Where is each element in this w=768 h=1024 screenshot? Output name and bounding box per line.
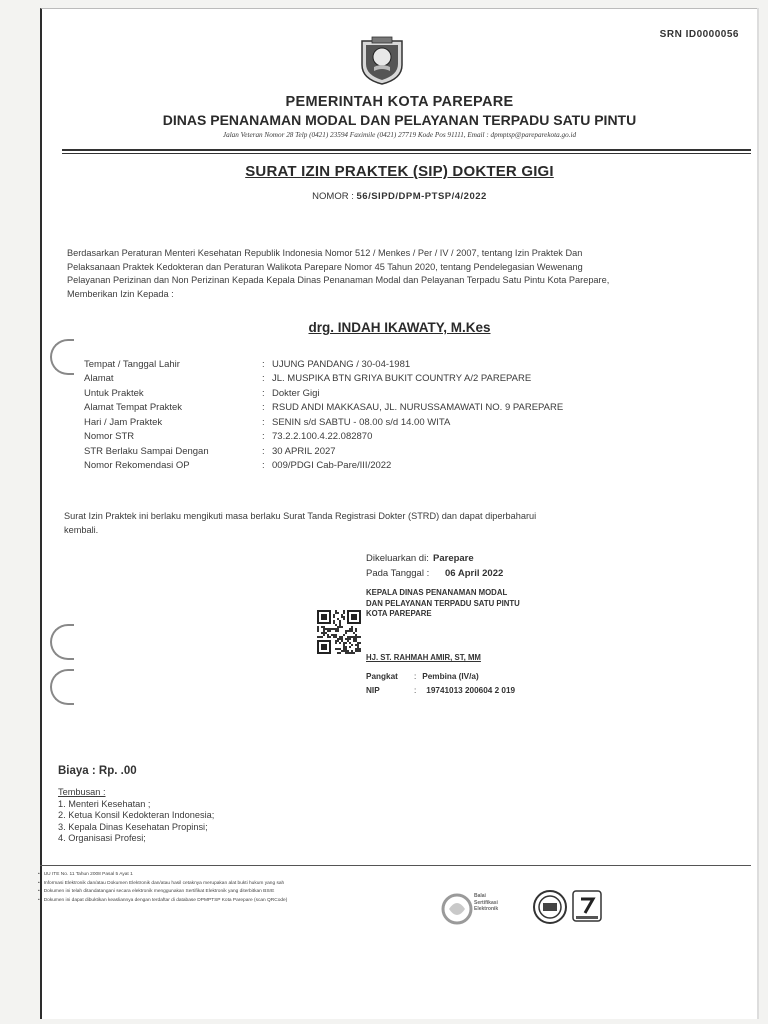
parepare-coat-of-arms-logo [358, 35, 406, 85]
header-rule-thick [62, 149, 751, 151]
cc-item: 1. Menteri Kesehatan ; [58, 798, 151, 809]
cc-item: 4. Organisasi Profesi; [58, 833, 146, 843]
field-colon: : [262, 431, 265, 443]
official-details: Pangkat : Pembina (IV/a) NIP : 19741013 200604 2 019 [366, 671, 516, 695]
field-colon: : [262, 387, 265, 399]
document-page [40, 8, 757, 1019]
official-title-line: KOTA PAREPARE [366, 609, 432, 618]
recipient-name: drg. INDAH IKAWATY, M.Kes [308, 320, 491, 335]
intro-paragraph: Berdasarkan Peraturan Menteri Kesehatan Republik Indonesia Nomor 512 / Menkes / Per / IV / 2007, tentang Izin Praktek Dan Pelaksanaan Praktek Kedokteran dan Peraturan Walikota Parepare Nomor 45 Tahun 2020, tentang Pendelegasian Wewenang Pelayanan Perizinan dan Non Perizinan Kepada Kepala Dinas Penanaman Modal dan Pelayanan Terpadu Satu Pintu Kota Parepare, Memberikan Izin Kepada : [67, 248, 610, 299]
field-value: JL. MUSPIKA BTN GRIYA BUKIT COUNTRY A/2 PAREPARE [272, 373, 532, 385]
agency-address: Jalan Veteran Nomor 28 Telp (0421) 23594 Faximile (0421) 27719 Kode Pos 91111, Email : dpmptsp@pareparekota.go.id [222, 131, 577, 139]
rank-value: Pembina (IV/a) [422, 671, 479, 681]
bsre-label: Balai Sertifikasi Elektronik [474, 893, 499, 912]
document-number-value: 56/SIPD/DPM-PTSP/4/2022 [356, 191, 487, 202]
government-name: PEMERINTAH KOTA PAREPARE [285, 94, 514, 110]
field-label: Alamat Tempat Praktek [84, 402, 183, 414]
binder-hole [50, 624, 74, 660]
iso-certification-icon [570, 889, 604, 925]
official-title [366, 588, 520, 620]
agency-name: DINAS PENANAMAN MODAL DAN PELAYANAN TERPADU SATU PINTU [162, 112, 637, 128]
field-row [84, 430, 563, 445]
footer-rule [40, 865, 751, 866]
footer-note: • Dokumen ini dapat dibuktikan keasliannya dengan terdaftar di database DPMPTSP Kota Parepare (scan QRCode) [38, 897, 438, 906]
field-row [84, 415, 563, 430]
field-label: STR Berlaku Sampai Dengan [84, 445, 209, 457]
field-colon: : [262, 358, 265, 370]
document-title: SURAT IZIN PRAKTEK (SIP) DOKTER GIGI [245, 163, 554, 180]
footer-note: • Dokumen ini telah ditandatangani secara elektronik menggunakan Sertifikat Elektronik yang diterbitkan BSrE [38, 888, 438, 897]
footer-note: • Informasi Elektronik dan/atau Dokumen Elektronik dan/atau hasil cetaknya merupakan alat bukti hukum yang sah [38, 880, 438, 889]
detail-fields [84, 357, 563, 473]
nip-value: 19741013 200604 2 019 [426, 685, 516, 695]
binder-hole [50, 339, 74, 375]
field-label: Untuk Praktek [84, 387, 144, 399]
field-colon: : [262, 460, 265, 472]
field-row [84, 459, 563, 474]
issued-place: Parepare [433, 553, 474, 564]
field-value: RSUD ANDI MAKKASAU, JL. NURUSSAMAWATI NO. 9 PAREPARE [272, 402, 564, 414]
binder-hole [50, 669, 74, 705]
field-value: 009/PDGI Cab-Pare/III/2022 [272, 460, 392, 472]
cc-item: 3. Kepala Dinas Kesehatan Propinsi; [58, 821, 208, 832]
document-number [42, 191, 757, 202]
field-value: Dokter Gigi [272, 387, 320, 399]
field-colon: : [262, 445, 265, 457]
rank-label: Pangkat [366, 671, 398, 681]
field-colon: : [262, 416, 265, 428]
cc-list [58, 787, 214, 845]
official-name: HJ. ST. RAHMAH AMIR, ST, MM [366, 653, 481, 662]
issued-place-label: Dikeluarkan di: [366, 553, 429, 564]
field-label: Alamat [84, 373, 114, 385]
field-value: 30 APRIL 2027 [272, 445, 336, 457]
cc-heading: Tembusan : [58, 787, 106, 797]
footer-notes [38, 871, 438, 905]
field-value: SENIN s/d SABTU - 08.00 s/d 14.00 WITA [272, 416, 451, 428]
field-row [84, 357, 563, 372]
field-colon: : [262, 402, 265, 414]
field-row [84, 386, 563, 401]
certification-seal-icon [532, 889, 568, 925]
field-row [84, 444, 563, 459]
issued-date: 06 April 2022 [445, 568, 504, 579]
field-label: Tempat / Tanggal Lahir [84, 358, 180, 370]
field-row [84, 372, 563, 387]
field-value: 73.2.2.100.4.22.082870 [272, 431, 373, 443]
issuance-block [366, 551, 503, 581]
field-row [84, 401, 563, 416]
fee-amount: Biaya : Rp. .00 [58, 765, 137, 777]
nip-label: NIP [366, 685, 380, 695]
srn-number: SRN ID0000056 [659, 29, 739, 40]
cc-item: 2. Ketua Konsil Kedokteran Indonesia; [58, 810, 215, 820]
field-value: UJUNG PANDANG / 30-04-1981 [272, 358, 411, 370]
field-label: Hari / Jam Praktek [84, 416, 163, 428]
official-title-line: KEPALA DINAS PENANAMAN MODAL [366, 588, 508, 597]
validity-paragraph: Surat Izin Praktek ini berlaku mengikuti masa berlaku Surat Tanda Registrasi Dokter (STRD) dan dapat diperbaharui kembali. [64, 511, 537, 535]
issued-date-label: Pada Tanggal : [366, 568, 430, 579]
qr-code-icon[interactable] [317, 610, 361, 654]
field-label: Nomor Rekomendasi OP [84, 460, 190, 472]
official-title-line: DAN PELAYANAN TERPADU SATU PINTU [366, 598, 520, 608]
field-label: Nomor STR [84, 431, 135, 443]
document-number-label: NOMOR : [312, 191, 357, 202]
header-rule-thin [62, 153, 751, 154]
footer-note: • UU ITE No. 11 Tahun 2008 Pasal 5 Ayat 1 [38, 871, 438, 880]
field-colon: : [262, 373, 265, 385]
